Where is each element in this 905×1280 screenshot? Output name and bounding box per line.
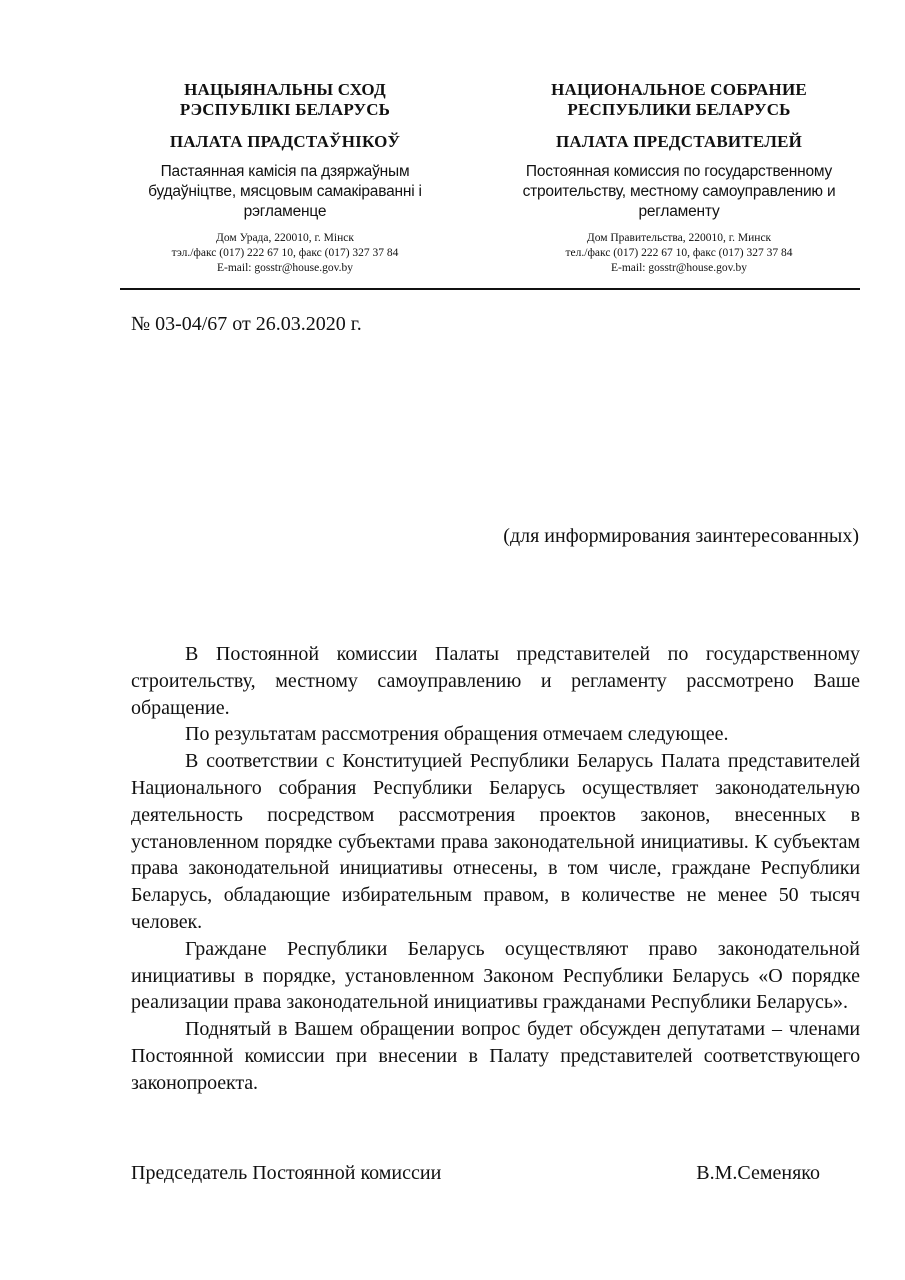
commission-name bbox=[120, 162, 450, 222]
org-name-line1: НАЦИОНАЛЬНОЕ СОБРАНИЕ bbox=[551, 80, 807, 99]
address: Дом Правительства, 220010, г. Минск bbox=[586, 232, 772, 244]
chamber-name: ПАЛАТА ПРАДСТАЎНІКОЎ bbox=[169, 132, 401, 151]
letterhead-divider bbox=[120, 288, 860, 290]
addressee: (для информирования заинтересованных) bbox=[503, 525, 859, 547]
chamber-name: ПАЛАТА ПРЕДСТАВИТЕЛЕЙ bbox=[555, 132, 803, 151]
phone-fax: тэл./факс (017) 222 67 10, факс (017) 327 37 84 bbox=[171, 247, 399, 259]
commission-line1: Постоянная комиссия по государственному bbox=[525, 163, 833, 180]
org-name-line2: РЕСПУБЛИКИ БЕЛАРУСЬ bbox=[567, 100, 791, 119]
letterhead-belarusian bbox=[120, 80, 450, 276]
paragraph: Граждане Республики Беларусь осуществляют право законодательной инициативы в порядке, установленном Законом Республики Беларусь «О порядке реализации права законодательной инициативы гражданами Республики Беларусь». bbox=[131, 937, 860, 1014]
contacts bbox=[498, 231, 860, 276]
signatory-position: Председатель Постоянной комиссии bbox=[131, 1162, 442, 1184]
contacts bbox=[120, 231, 450, 276]
email: E-mail: gosstr@house.gov.by bbox=[216, 262, 353, 274]
commission-line1: Пастаянная камісія па дзяржаўным bbox=[160, 163, 410, 180]
commission-line2: строительству, местному самоуправлению и bbox=[522, 183, 836, 200]
letter-body bbox=[131, 641, 860, 1097]
address: Дом Урада, 220010, г. Мінск bbox=[216, 232, 354, 244]
commission-line2: будаўніцтве, мясцовым самакіраванні і bbox=[148, 183, 422, 200]
paragraph: В соответствии с Конституцией Республики Беларусь Палата представителей Национального собрания Республики Беларусь осуществляет законодательную деятельность посредством рассмотрения проектов законов, внесенных в установленном порядке субъектами права законодательной инициативы. К субъектам права законодательной инициативы отнесены, в том числе, граждане Республики Беларусь, обладающие избирательным правом, в количестве не менее 50 тысяч человек. bbox=[131, 750, 860, 933]
letterhead bbox=[120, 80, 860, 280]
email: E-mail: gosstr@house.gov.by bbox=[610, 262, 747, 274]
phone-fax: тел./факс (017) 222 67 10, факс (017) 327 37 84 bbox=[565, 247, 793, 259]
org-name-line2: РЭСПУБЛІКІ БЕЛАРУСЬ bbox=[179, 100, 391, 119]
commission-name bbox=[498, 162, 860, 222]
paragraph: По результатам рассмотрения обращения отмечаем следующее. bbox=[185, 723, 729, 746]
paragraph: В Постоянной комиссии Палаты представителей по государственному строительству, местному самоуправлению и регламенту рассмотрено Ваше обращение. bbox=[131, 643, 860, 719]
commission-line3: регламенту bbox=[638, 203, 720, 220]
org-name-line1: НАЦЫЯНАЛЬНЫ СХОД bbox=[184, 80, 386, 99]
letterhead-russian bbox=[498, 80, 860, 276]
reference-number: № 03-04/67 от 26.03.2020 г. bbox=[131, 313, 362, 335]
commission-line3: рэгламенце bbox=[243, 203, 327, 220]
paragraph: Поднятый в Вашем обращении вопрос будет обсужден депутатами – членами Постоянной комиссии при внесении в Палату представителей соответствующего законопроекта. bbox=[131, 1018, 860, 1094]
signatory-name: В.М.Семеняко bbox=[696, 1162, 820, 1184]
